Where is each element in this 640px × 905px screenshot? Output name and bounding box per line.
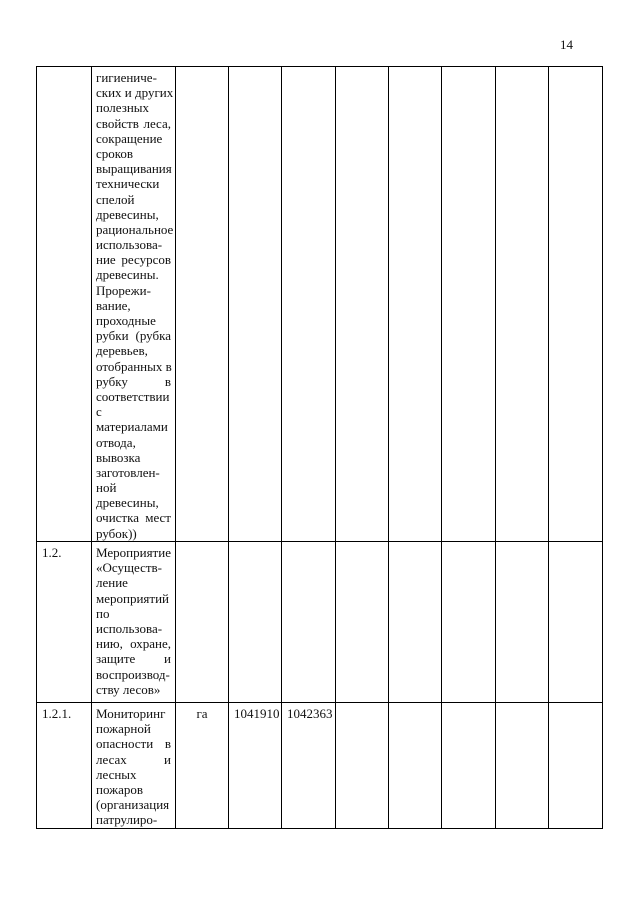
name-line: воспроизвод-	[96, 666, 170, 682]
name-line: по	[96, 605, 110, 621]
name-line: ление	[96, 575, 128, 591]
cell-value	[282, 67, 336, 542]
cell-value	[282, 542, 336, 703]
cell-value	[229, 67, 282, 542]
name-line: с	[96, 404, 102, 420]
table-row	[37, 542, 603, 703]
cell-empty	[496, 542, 549, 703]
name-line: вывозка	[96, 449, 141, 465]
cell-name	[92, 67, 176, 542]
name-line: выращивания	[96, 161, 172, 177]
name-line: нию, охране,	[96, 636, 171, 652]
cell-unit: га	[176, 703, 229, 829]
name-line: полезных	[96, 100, 150, 116]
table-row	[37, 67, 603, 542]
cell-empty	[389, 67, 442, 542]
name-line: Мероприятие	[96, 545, 171, 560]
name-line: пожарной	[96, 721, 151, 737]
name-line: (организация	[96, 797, 170, 813]
name-line: рубок))	[96, 525, 137, 541]
name-line: сокращение	[96, 130, 163, 146]
name-line: ских и других	[96, 85, 174, 101]
indicator-table	[36, 66, 603, 829]
page-number: 14	[560, 37, 573, 52]
cell-empty	[336, 67, 389, 542]
name-line: материалами	[96, 419, 168, 435]
name-line: спелой	[96, 191, 135, 207]
name-line: ству лесов»	[96, 681, 161, 697]
name-line: отвода,	[96, 434, 136, 450]
name-line: отобранных в	[96, 358, 172, 374]
cell-number: 1.2.	[37, 542, 92, 703]
name-line: ние ресурсов	[96, 252, 171, 268]
name-line: гигиениче-	[96, 70, 157, 85]
name-line: заготовлен-	[96, 464, 160, 480]
cell-empty	[442, 703, 496, 829]
name-line: свойств леса,	[96, 115, 171, 131]
cell-name	[92, 703, 176, 829]
name-line: пожаров	[96, 781, 144, 797]
cell-unit	[176, 67, 229, 542]
name-line: ной	[96, 480, 117, 496]
cell-number: 1.2.1.	[37, 703, 92, 829]
cell-empty	[389, 703, 442, 829]
cell-name	[92, 542, 176, 703]
cell-empty	[496, 703, 549, 829]
cell-empty	[336, 703, 389, 829]
cell-unit	[176, 542, 229, 703]
cell-empty	[549, 542, 603, 703]
name-line: вание,	[96, 297, 131, 313]
name-line: использова-	[96, 237, 163, 253]
name-line: использова-	[96, 620, 163, 636]
cell-value: 1041910	[229, 703, 282, 829]
cell-empty	[442, 542, 496, 703]
table-row	[37, 703, 603, 829]
name-line: защите и	[96, 651, 171, 667]
name-line: лесах и	[96, 751, 171, 767]
name-line: патрулиро-	[96, 812, 158, 828]
name-line: рациональное	[96, 221, 174, 237]
name-line: рубки (рубка	[96, 328, 171, 344]
name-line: проходные	[96, 313, 156, 328]
name-line: древесины.	[96, 267, 159, 283]
cell-value: 1042363	[282, 703, 336, 829]
cell-empty	[549, 67, 603, 542]
name-line: опасности в	[96, 736, 171, 752]
cell-empty	[496, 67, 549, 542]
cell-number	[37, 67, 92, 542]
name-line: лесных	[96, 766, 137, 782]
name-line: древесины,	[96, 495, 159, 511]
name-line: Мониторинг	[96, 706, 166, 721]
cell-value	[229, 542, 282, 703]
name-line: мероприятий	[96, 590, 169, 606]
name-line: деревьев,	[96, 343, 148, 359]
name-line: Прорежи-	[96, 282, 151, 298]
name-line: рубку в	[96, 373, 171, 389]
name-line: «Осуществ-	[96, 560, 163, 576]
name-line: сроков	[96, 145, 134, 161]
name-line: древесины,	[96, 206, 159, 222]
table-body	[37, 67, 603, 829]
name-line: очистка мест	[96, 510, 171, 526]
cell-empty	[442, 67, 496, 542]
cell-empty	[549, 703, 603, 829]
cell-empty	[389, 542, 442, 703]
name-line: соответствии	[96, 388, 170, 404]
name-line: технически	[96, 176, 160, 192]
cell-empty	[336, 542, 389, 703]
